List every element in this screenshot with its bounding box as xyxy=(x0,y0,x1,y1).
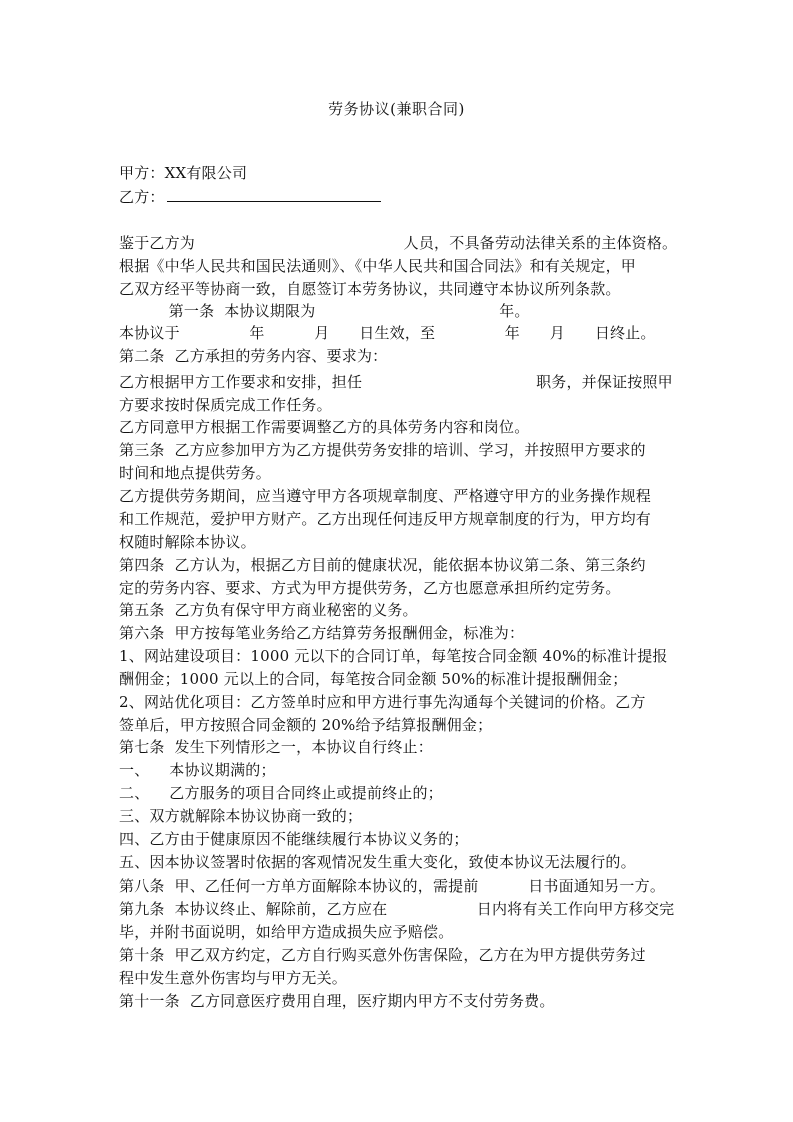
body-line: 签单后，甲方按照合同金额的 20%给予结算报酬佣金； xyxy=(119,716,493,734)
body-line: 2、网站优化项目：乙方签单时应和甲方进行事先沟通每个关键词的价格。乙方 xyxy=(119,693,646,711)
body-line: 乙方同意甲方根据工作需要调整乙方的具体劳务内容和岗位。 xyxy=(119,418,530,436)
body-line: 权随时解除本协议。 xyxy=(119,533,256,551)
body-line: 酬佣金；1000 元以上的合同，每笔按合同金额 50%的标准计提报酬佣金； xyxy=(119,670,628,688)
party-a-line: 甲方：XX有限公司 xyxy=(119,164,248,182)
body-line: 第九条 本协议终止、解除前，乙方应在 日内将有关工作向甲方移交完 xyxy=(119,900,675,918)
body-line: 四、乙方由于健康原因不能继续履行本协议义务的； xyxy=(119,830,469,848)
body-line: 第七条 发生下列情形之一，本协议自行终止： xyxy=(119,738,433,756)
body-line: 根据《中华人民共和国民法通则》、《中华人民共和国合同法》和有关规定，甲 xyxy=(119,257,637,275)
party-b-blank xyxy=(167,187,381,202)
body-line: 本协议于 年 月 日生效，至 年 月 日终止。 xyxy=(119,324,656,342)
party-b-line xyxy=(119,187,679,208)
body-line: 五、因本协议签署时依据的客观情况发生重大变化，致使本协议无法履行的。 xyxy=(119,853,636,871)
body-line: 二、 乙方服务的项目合同终止或提前终止的； xyxy=(119,784,443,802)
body-line: 乙方提供劳务期间，应当遵守甲方各项规章制度、严格遵守甲方的业务操作规程 xyxy=(119,487,652,505)
body-line: 1、网站建设项目：1000 元以下的合同订单，每笔按合同金额 40%的标准计提报 xyxy=(119,647,668,665)
body-line: 第八条 甲、乙任何一方单方面解除本协议的，需提前 日书面通知另一方。 xyxy=(119,877,666,895)
body-line: 方要求按时保质完成工作任务。 xyxy=(119,396,332,414)
party-b-label: 乙方： xyxy=(119,188,165,206)
body-line: 和工作规范，爱护甲方财产。乙方出现任何违反甲方规章制度的行为，甲方均有 xyxy=(119,510,652,528)
body-line: 第十条 甲乙双方约定，乙方自行购买意外伤害保险，乙方在为甲方提供劳务过 xyxy=(119,946,646,964)
body-line: 三、双方就解除本协议协商一致的； xyxy=(119,807,363,825)
body-line: 第四条 乙方认为，根据乙方目前的健康状况，能依据本协议第二条、第三条约 xyxy=(119,556,646,574)
body-line: 定的劳务内容、要求、方式为甲方提供劳务，乙方也愿意承担所约定劳务。 xyxy=(119,579,621,597)
document-title: 劳务协议(兼职合同) xyxy=(328,100,465,118)
body-line: 毕，并附书面说明，如给甲方造成损失应予赔偿。 xyxy=(119,923,454,941)
body-line: 程中发生意外伤害均与甲方无关。 xyxy=(119,969,348,987)
body-line: 鉴于乙方为 人员，不具备劳动法律关系的主体资格。 xyxy=(119,234,678,252)
body-line: 第三条 乙方应参加甲方为乙方提供劳务安排的培训、学习，并按照甲方要求的 xyxy=(119,441,646,459)
body-line: 乙双方经平等协商一致，自愿签订本劳务协议，共同遵守本协议所列条款。 xyxy=(119,280,621,298)
body-line: 时间和地点提供劳务。 xyxy=(119,464,272,482)
body-line: 第十一条 乙方同意医疗费用自理，医疗期内甲方不支付劳务费。 xyxy=(119,992,555,1010)
body-line: 第六条 甲方按每笔业务给乙方结算劳务报酬佣金，标准为： xyxy=(119,624,525,642)
body-line: 第一条 本协议期限为 年。 xyxy=(119,302,530,320)
body-line: 第二条 乙方承担的劳务内容、要求为： xyxy=(119,347,388,365)
body-line: 一、 本协议期满的； xyxy=(119,761,276,779)
body-line: 第五条 乙方负有保守甲方商业秘密的义务。 xyxy=(119,601,418,619)
body-line: 乙方根据甲方工作要求和安排，担任 职务，并保证按照甲 xyxy=(119,373,673,391)
